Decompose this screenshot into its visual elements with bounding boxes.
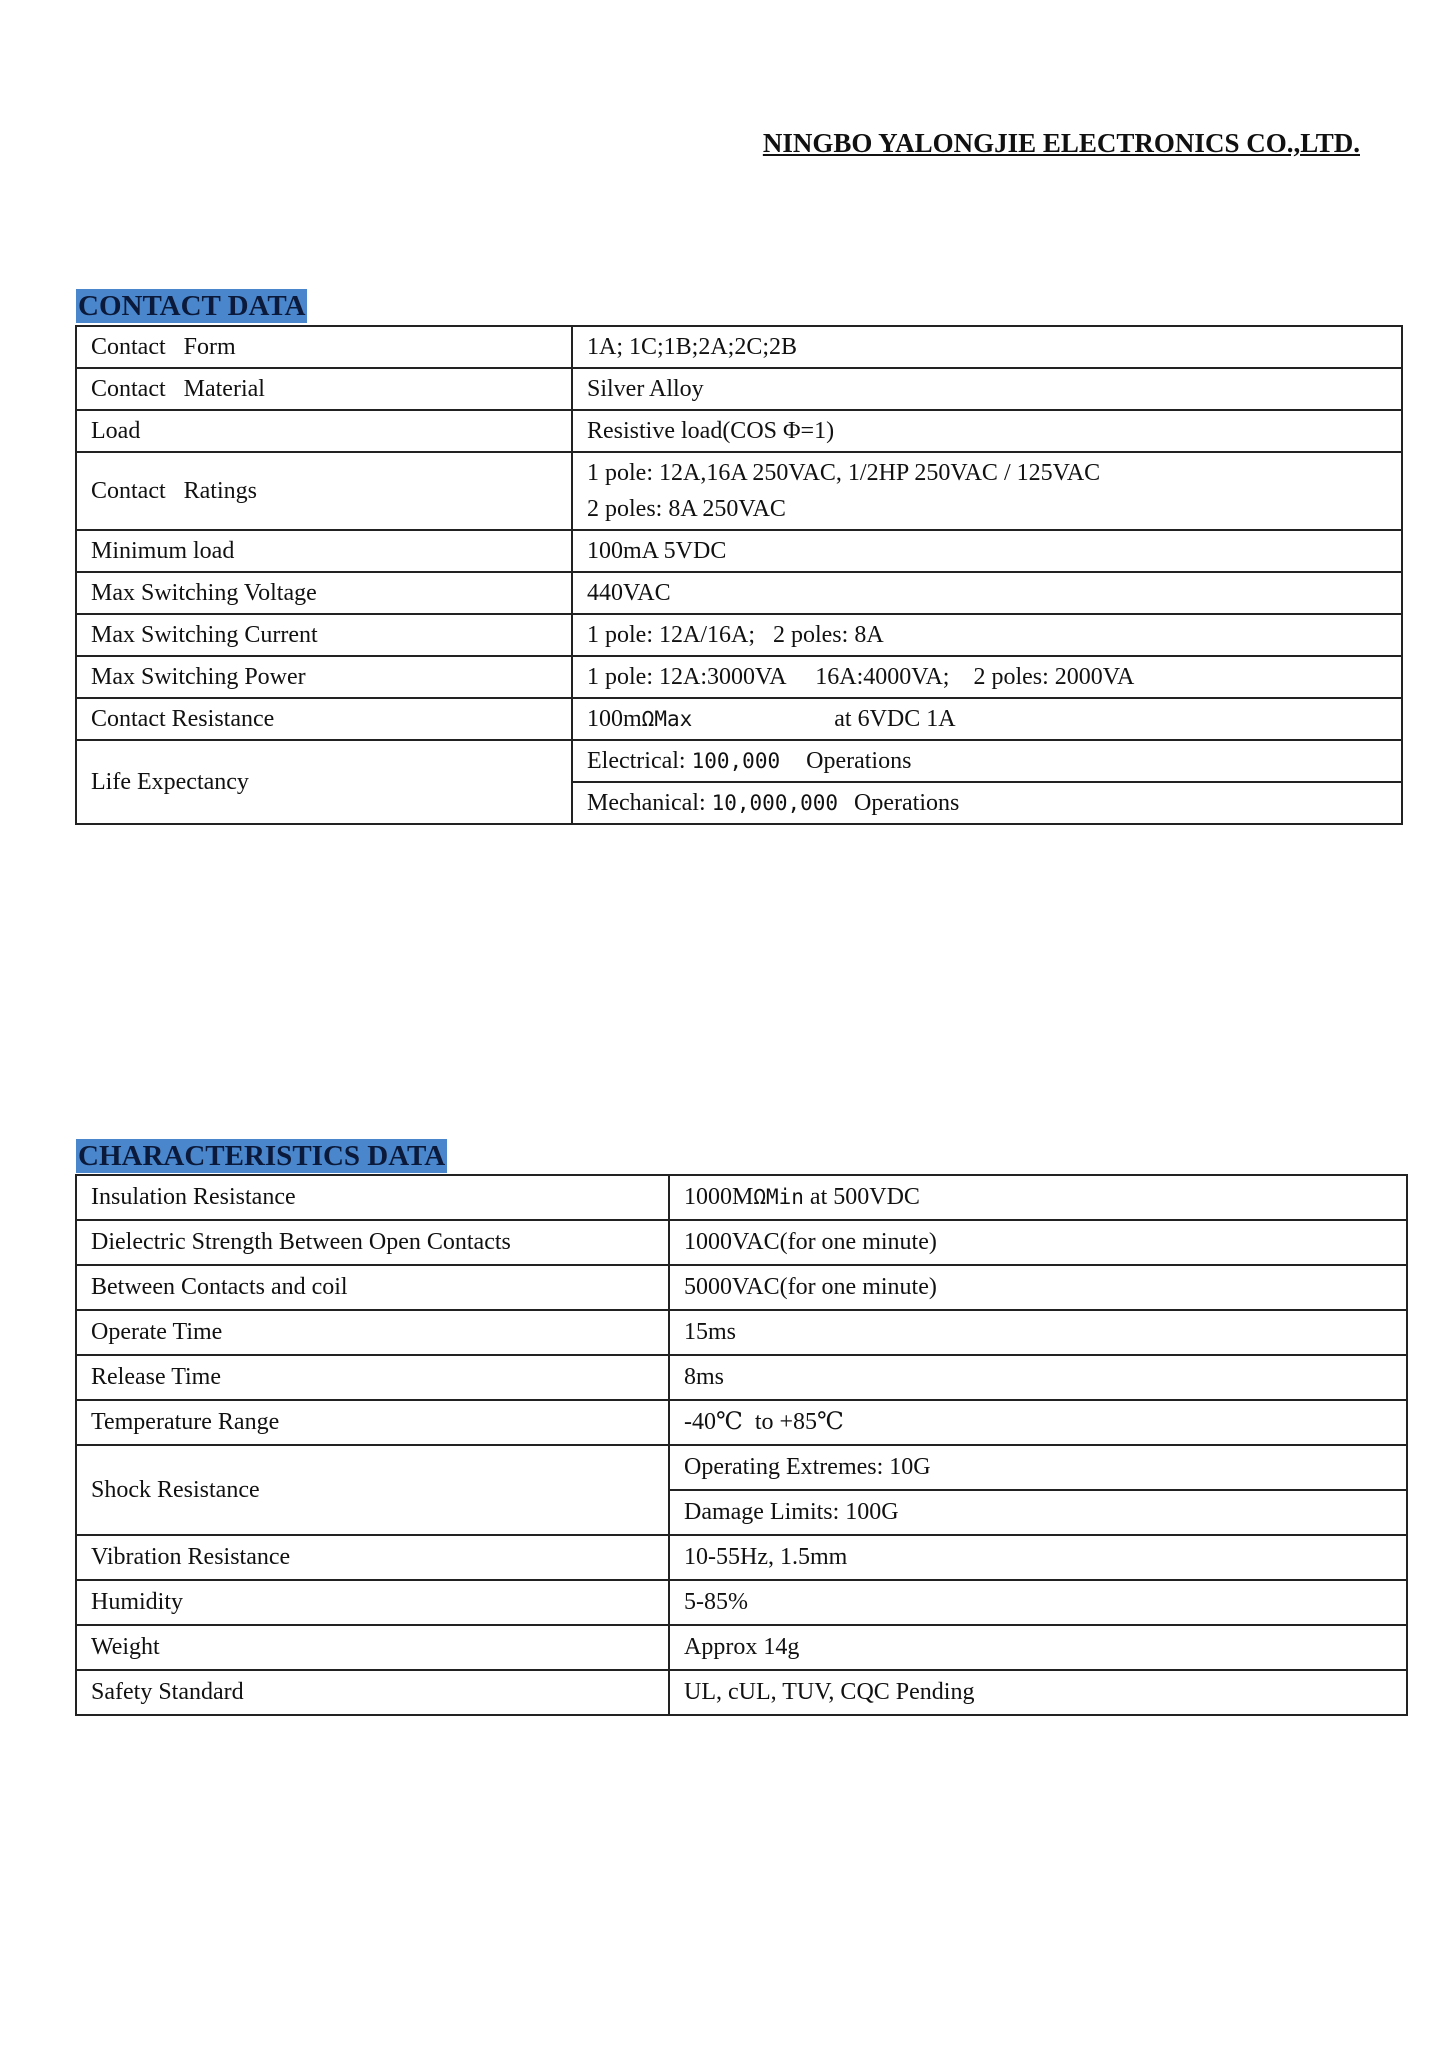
table-row	[76, 614, 1402, 656]
row-label: Operate Time	[76, 1310, 669, 1355]
contact-data-table	[75, 325, 1403, 825]
table-row	[76, 740, 1402, 782]
value-unit: ΩMin	[753, 1185, 804, 1210]
contact-data-title: CONTACT DATA	[78, 290, 306, 322]
value-label: Electrical:	[587, 747, 686, 774]
row-value	[669, 1175, 1407, 1220]
row-value: 440VAC	[572, 572, 1402, 614]
row-label: Contact Material	[76, 368, 572, 410]
value-unit: Operations	[806, 747, 912, 774]
table-row	[76, 1220, 1407, 1265]
table-row	[76, 698, 1402, 740]
characteristics-data-table	[75, 1174, 1408, 1716]
table-row	[76, 1265, 1407, 1310]
row-label: Max Switching Current	[76, 614, 572, 656]
value-line: 2 poles: 8A 250VAC	[587, 496, 786, 522]
table-row	[76, 1535, 1407, 1580]
row-value: Silver Alloy	[572, 368, 1402, 410]
value-unit: ΩMax	[641, 706, 693, 731]
row-value	[572, 782, 1402, 824]
table-row	[76, 410, 1402, 452]
table-row	[76, 1625, 1407, 1670]
table-row	[76, 656, 1402, 698]
table-row	[76, 1670, 1407, 1715]
value-number: 100m	[587, 705, 642, 732]
value-label: Mechanical:	[587, 789, 706, 816]
value-number: 1000M	[684, 1184, 754, 1211]
row-value: 1 pole: 12A/16A; 2 poles: 8A	[572, 614, 1402, 656]
row-label: Insulation Resistance	[76, 1175, 669, 1220]
row-label: Max Switching Voltage	[76, 572, 572, 614]
row-label: Release Time	[76, 1355, 669, 1400]
row-label: Life Expectancy	[76, 740, 572, 824]
row-label: Contact Form	[76, 326, 572, 368]
table-row	[76, 1400, 1407, 1445]
table-row	[76, 1445, 1407, 1490]
table-row	[76, 326, 1402, 368]
row-value: 1 pole: 12A:3000VA 16A:4000VA; 2 poles: 2000VA	[572, 656, 1402, 698]
row-value: 15ms	[669, 1310, 1407, 1355]
value-line: 1 pole: 12A,16A 250VAC, 1/2HP 250VAC / 125VAC	[587, 460, 1101, 486]
table-row	[76, 1580, 1407, 1625]
row-label: Humidity	[76, 1580, 669, 1625]
row-value: 1A; 1C;1B;2A;2C;2B	[572, 326, 1402, 368]
row-value: Approx 14g	[669, 1625, 1407, 1670]
row-label: Safety Standard	[76, 1670, 669, 1715]
row-value: Damage Limits: 100G	[669, 1490, 1407, 1535]
value-condition: at 500VDC	[809, 1184, 920, 1211]
table-row	[76, 368, 1402, 410]
row-value: UL, cUL, TUV, CQC Pending	[669, 1670, 1407, 1715]
characteristics-data-title: CHARACTERISTICS DATA	[78, 1140, 446, 1172]
row-value: 10-55Hz, 1.5mm	[669, 1535, 1407, 1580]
row-label: Between Contacts and coil	[76, 1265, 669, 1310]
row-value: 1000VAC(for one minute)	[669, 1220, 1407, 1265]
row-label: Max Switching Power	[76, 656, 572, 698]
row-value: -40℃ to +85℃	[669, 1400, 1407, 1445]
table-row	[76, 1355, 1407, 1400]
row-label: Vibration Resistance	[76, 1535, 669, 1580]
row-label: Temperature Range	[76, 1400, 669, 1445]
value-number: 100,000	[691, 748, 781, 773]
row-label: Weight	[76, 1625, 669, 1670]
row-value: Resistive load(COS Φ=1)	[572, 410, 1402, 452]
company-name: NINGBO YALONGJIE ELECTRONICS CO.,LTD.	[762, 128, 1360, 158]
table-row	[76, 452, 1402, 530]
value-condition: at 6VDC 1A	[834, 705, 956, 732]
row-label: Load	[76, 410, 572, 452]
value-unit: Operations	[854, 789, 960, 816]
value-number: 10,000,000	[711, 790, 839, 815]
row-value: 5-85%	[669, 1580, 1407, 1625]
row-label: Contact Ratings	[76, 452, 572, 530]
row-value: Operating Extremes: 10G	[669, 1445, 1407, 1490]
row-value: 5000VAC(for one minute)	[669, 1265, 1407, 1310]
table-row	[76, 1310, 1407, 1355]
row-value: 8ms	[669, 1355, 1407, 1400]
table-row	[76, 1175, 1407, 1220]
row-value	[572, 740, 1402, 782]
row-value	[572, 452, 1402, 530]
row-label: Contact Resistance	[76, 698, 572, 740]
table-row	[76, 530, 1402, 572]
row-label: Shock Resistance	[76, 1445, 669, 1535]
row-value	[572, 698, 1402, 740]
row-value: 100mA 5VDC	[572, 530, 1402, 572]
table-row	[76, 572, 1402, 614]
row-label: Minimum load	[76, 530, 572, 572]
row-label: Dielectric Strength Between Open Contacts	[76, 1220, 669, 1265]
